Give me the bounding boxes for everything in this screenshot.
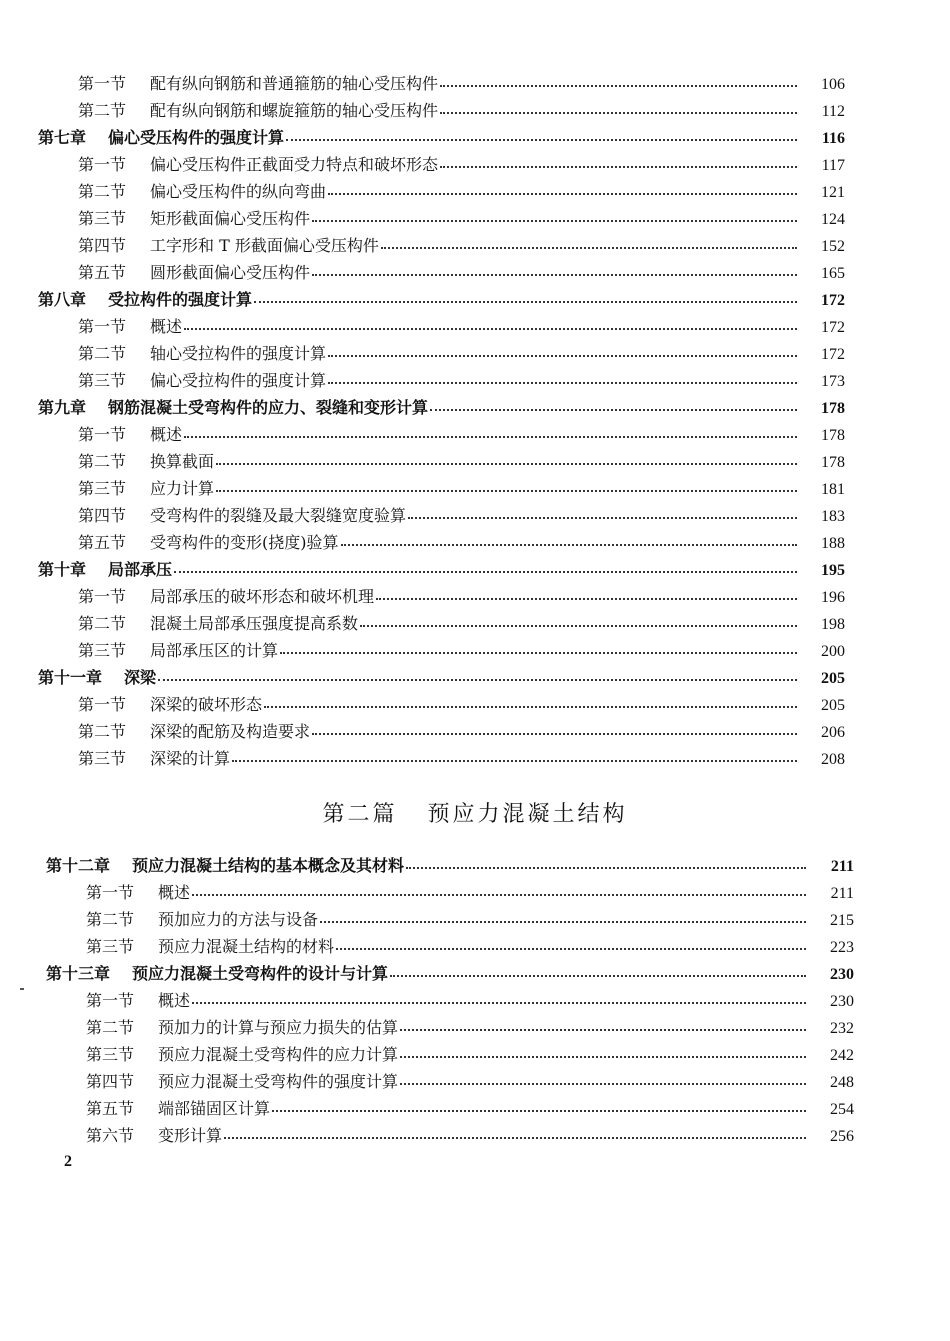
toc-entry-label: 第二节 <box>78 344 127 363</box>
toc-chapter-row <box>0 960 950 987</box>
dot-leader <box>224 1136 806 1139</box>
toc-entry-label: 第二节 <box>78 182 127 201</box>
toc-entry-page: 172 <box>821 292 845 309</box>
toc-entry-title: 矩形截面偏心受压构件 <box>150 209 311 228</box>
toc-entry-page: 205 <box>821 697 845 714</box>
toc-entry-title: 深梁的破坏形态 <box>150 695 263 714</box>
toc-section-row <box>0 637 950 664</box>
toc-entry-label: 第三节 <box>78 479 127 498</box>
dot-leader <box>174 570 797 573</box>
toc-section-row <box>0 502 950 529</box>
dot-leader <box>376 597 797 600</box>
toc-section-row <box>0 1122 950 1149</box>
toc-entry-label: 第一节 <box>78 74 127 93</box>
toc-entry-label: 第二节 <box>86 910 135 929</box>
toc-entry-page: 211 <box>830 885 854 902</box>
toc-entry-page: 183 <box>821 508 845 525</box>
toc-entry-label: 第三节 <box>78 371 127 390</box>
toc-entry-page: 206 <box>821 724 845 741</box>
toc-section-row <box>0 529 950 556</box>
toc-entry-page: 232 <box>830 1020 854 1037</box>
toc-section-row <box>0 448 950 475</box>
toc-entry-page: 195 <box>821 562 845 579</box>
dot-leader <box>286 138 797 141</box>
dot-leader <box>360 624 797 627</box>
dot-leader <box>381 246 797 249</box>
dot-leader <box>430 408 797 411</box>
toc-entry-title: 受弯构件的裂缝及最大裂缝宽度验算 <box>150 506 407 525</box>
dot-leader <box>336 947 806 950</box>
dot-leader <box>390 974 806 977</box>
table-of-contents-part1 <box>0 70 950 772</box>
toc-entry-label: 第七章 <box>38 128 87 147</box>
toc-entry-page: 188 <box>821 535 845 552</box>
toc-entry-title: 工字形和 T 形截面偏心受压构件 <box>150 236 379 255</box>
toc-section-row <box>0 70 950 97</box>
toc-entry-label: 第三节 <box>86 937 135 956</box>
toc-entry-label: 第五节 <box>78 533 127 552</box>
toc-section-row <box>0 313 950 340</box>
toc-entry-page: 230 <box>830 966 854 983</box>
dot-leader <box>184 327 797 330</box>
toc-entry-page: 117 <box>821 157 845 174</box>
toc-section-row <box>0 987 950 1014</box>
toc-chapter-row <box>0 394 950 421</box>
toc-section-row <box>0 367 950 394</box>
dot-leader <box>216 462 797 465</box>
toc-entry-page: 178 <box>821 400 845 417</box>
toc-section-row <box>0 97 950 124</box>
toc-chapter-row <box>0 286 950 313</box>
toc-section-row <box>0 933 950 960</box>
toc-entry-page: 152 <box>821 238 845 255</box>
toc-section-row <box>0 610 950 637</box>
toc-section-row <box>0 1095 950 1122</box>
part-heading <box>0 797 950 828</box>
toc-entry-page: 121 <box>821 184 845 201</box>
toc-entry-page: 256 <box>830 1128 854 1145</box>
toc-entry-page: 198 <box>821 616 845 633</box>
toc-entry-title: 偏心受压构件正截面受力特点和破坏形态 <box>150 155 439 174</box>
dot-leader <box>408 516 797 519</box>
toc-entry-page: 165 <box>821 265 845 282</box>
toc-entry-title: 局部承压的破坏形态和破坏机理 <box>150 587 375 606</box>
toc-entry-title: 预加力的计算与预应力损失的估算 <box>158 1018 399 1037</box>
scan-speck <box>20 988 24 990</box>
part-number: 第二篇 <box>322 802 398 827</box>
table-of-contents-part2 <box>0 852 950 1149</box>
toc-entry-title: 圆形截面偏心受压构件 <box>150 263 311 282</box>
toc-entry-title: 预应力混凝土结构的基本概念及其材料 <box>132 856 405 875</box>
toc-entry-title: 受弯构件的变形(挠度)验算 <box>150 533 339 552</box>
dot-leader <box>341 543 797 546</box>
dot-leader <box>272 1109 806 1112</box>
dot-leader <box>440 111 797 114</box>
toc-section-row <box>0 583 950 610</box>
toc-entry-page: 178 <box>821 454 845 471</box>
toc-entry-label: 第三节 <box>78 641 127 660</box>
dot-leader <box>440 84 797 87</box>
toc-section-row <box>0 1014 950 1041</box>
toc-entry-page: 196 <box>821 589 845 606</box>
toc-entry-title: 预应力混凝土受弯构件的设计与计算 <box>132 964 389 983</box>
toc-entry-title: 应力计算 <box>150 479 215 498</box>
toc-entry-title: 概述 <box>158 991 191 1010</box>
dot-leader <box>312 732 797 735</box>
toc-entry-label: 第一节 <box>78 587 127 606</box>
dot-leader <box>192 893 806 896</box>
toc-entry-label: 第二节 <box>78 722 127 741</box>
toc-entry-title: 轴心受拉构件的强度计算 <box>150 344 327 363</box>
toc-entry-page: 106 <box>821 76 845 93</box>
toc-section-row <box>0 178 950 205</box>
toc-entry-label: 第四节 <box>78 506 127 525</box>
toc-entry-label: 第一节 <box>86 991 135 1010</box>
toc-entry-page: 248 <box>830 1074 854 1091</box>
toc-entry-label: 第一节 <box>86 883 135 902</box>
toc-entry-page: 116 <box>821 130 845 147</box>
toc-entry-label: 第十章 <box>38 560 87 579</box>
toc-entry-title: 概述 <box>158 883 191 902</box>
dot-leader <box>328 354 797 357</box>
toc-entry-title: 受拉构件的强度计算 <box>108 290 253 309</box>
dot-leader <box>192 1001 806 1004</box>
toc-entry-label: 第一节 <box>78 317 127 336</box>
toc-entry-label: 第八章 <box>38 290 87 309</box>
toc-entry-label: 第三节 <box>86 1045 135 1064</box>
toc-section-row <box>0 232 950 259</box>
toc-section-row <box>0 879 950 906</box>
toc-entry-page: 124 <box>821 211 845 228</box>
toc-entry-title: 钢筋混凝土受弯构件的应力、裂缝和变形计算 <box>108 398 429 417</box>
toc-section-row <box>0 1068 950 1095</box>
toc-entry-title: 局部承压 <box>108 560 173 579</box>
toc-entry-page: 215 <box>830 912 854 929</box>
page-number: 2 <box>64 1153 72 1170</box>
toc-section-row <box>0 906 950 933</box>
toc-section-row <box>0 205 950 232</box>
dot-leader <box>312 219 797 222</box>
toc-entry-label: 第三节 <box>78 749 127 768</box>
toc-section-row <box>0 259 950 286</box>
toc-entry-label: 第二节 <box>78 614 127 633</box>
toc-entry-title: 换算截面 <box>150 452 215 471</box>
toc-entry-title: 局部承压区的计算 <box>150 641 279 660</box>
dot-leader <box>254 300 797 303</box>
toc-section-row <box>0 340 950 367</box>
toc-entry-label: 第十三章 <box>46 964 111 983</box>
dot-leader <box>320 920 806 923</box>
dot-leader <box>400 1082 806 1085</box>
toc-entry-title: 预应力混凝土受弯构件的应力计算 <box>158 1045 399 1064</box>
toc-entry-title: 配有纵向钢筋和螺旋箍筋的轴心受压构件 <box>150 101 439 120</box>
dot-leader <box>184 435 797 438</box>
toc-entry-label: 第十一章 <box>38 668 103 687</box>
toc-entry-title: 深梁的计算 <box>150 749 231 768</box>
dot-leader <box>400 1055 806 1058</box>
toc-entry-label: 第一节 <box>78 155 127 174</box>
toc-entry-title: 配有纵向钢筋和普通箍筋的轴心受压构件 <box>150 74 439 93</box>
toc-entry-title: 概述 <box>150 317 183 336</box>
dot-leader <box>158 678 797 681</box>
toc-entry-title: 深梁的配筋及构造要求 <box>150 722 311 741</box>
toc-section-row <box>0 718 950 745</box>
dot-leader <box>264 705 797 708</box>
toc-entry-page: 223 <box>830 939 854 956</box>
toc-entry-title: 变形计算 <box>158 1126 223 1145</box>
toc-entry-page: 254 <box>830 1101 854 1118</box>
toc-entry-label: 第三节 <box>78 209 127 228</box>
toc-entry-page: 181 <box>821 481 845 498</box>
toc-entry-label: 第二节 <box>86 1018 135 1037</box>
toc-entry-title: 预加应力的方法与设备 <box>158 910 319 929</box>
toc-entry-page: 208 <box>821 751 845 768</box>
dot-leader <box>328 192 797 195</box>
toc-section-row <box>0 421 950 448</box>
toc-entry-title: 预应力混凝土受弯构件的强度计算 <box>158 1072 399 1091</box>
dot-leader <box>406 866 806 869</box>
part-title: 预应力混凝土结构 <box>427 802 628 827</box>
toc-section-row <box>0 151 950 178</box>
toc-entry-label: 第六节 <box>86 1126 135 1145</box>
dot-leader <box>280 651 797 654</box>
toc-chapter-row <box>0 124 950 151</box>
toc-entry-page: 178 <box>821 427 845 444</box>
toc-entry-title: 预应力混凝土结构的材料 <box>158 937 335 956</box>
toc-entry-page: 200 <box>821 643 845 660</box>
toc-entry-page: 242 <box>830 1047 854 1064</box>
toc-entry-title: 概述 <box>150 425 183 444</box>
toc-entry-label: 第四节 <box>86 1072 135 1091</box>
toc-entry-page: 172 <box>821 346 845 363</box>
toc-entry-label: 第二节 <box>78 452 127 471</box>
toc-entry-label: 第四节 <box>78 236 127 255</box>
toc-entry-page: 172 <box>821 319 845 336</box>
toc-entry-page: 173 <box>821 373 845 390</box>
dot-leader <box>440 165 797 168</box>
toc-entry-title: 偏心受拉构件的强度计算 <box>150 371 327 390</box>
toc-section-row <box>0 745 950 772</box>
toc-entry-label: 第五节 <box>86 1099 135 1118</box>
toc-entry-label: 第五节 <box>78 263 127 282</box>
toc-entry-page: 112 <box>821 103 845 120</box>
toc-entry-label: 第十二章 <box>46 856 111 875</box>
dot-leader <box>400 1028 806 1031</box>
toc-chapter-row <box>0 664 950 691</box>
toc-entry-title: 偏心受压构件的强度计算 <box>108 128 285 147</box>
dot-leader <box>328 381 797 384</box>
toc-entry-title: 混凝土局部承压强度提高系数 <box>150 614 359 633</box>
toc-entry-label: 第一节 <box>78 695 127 714</box>
toc-entry-title: 端部锚固区计算 <box>158 1099 271 1118</box>
toc-entry-title: 偏心受压构件的纵向弯曲 <box>150 182 327 201</box>
toc-entry-label: 第一节 <box>78 425 127 444</box>
toc-entry-label: 第二节 <box>78 101 127 120</box>
toc-entry-page: 205 <box>821 670 845 687</box>
toc-section-row <box>0 1041 950 1068</box>
dot-leader <box>232 759 797 762</box>
dot-leader <box>216 489 797 492</box>
toc-entry-title: 深梁 <box>124 668 157 687</box>
toc-entry-page: 211 <box>830 858 854 875</box>
toc-entry-page: 230 <box>830 993 854 1010</box>
toc-entry-label: 第九章 <box>38 398 87 417</box>
toc-section-row <box>0 475 950 502</box>
toc-section-row <box>0 691 950 718</box>
toc-chapter-row <box>0 556 950 583</box>
toc-chapter-row <box>0 852 950 879</box>
dot-leader <box>312 273 797 276</box>
